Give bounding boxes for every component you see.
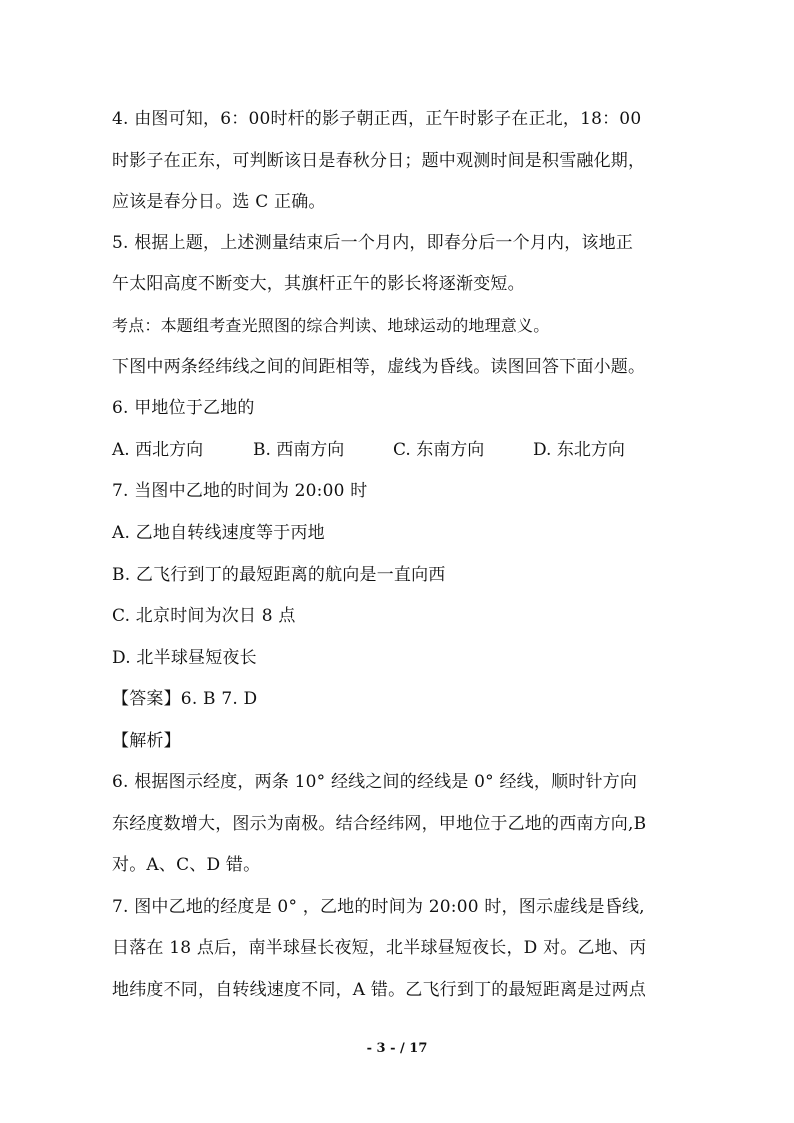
q6-option-b: B. 西南方向 bbox=[253, 440, 345, 460]
analysis-line-6: 地纬度不同，自转线速度不同，A 错。乙飞行到丁的最短距离是过两点 bbox=[112, 980, 647, 1000]
q6-option-c: C. 东南方向 bbox=[393, 440, 485, 460]
analysis-line-5: 日落在 18 点后，南半球昼长夜短，北半球昼短夜长，D 对。乙地、丙 bbox=[112, 938, 647, 958]
q7-option-a: A. 乙地自转线速度等于丙地 bbox=[112, 523, 325, 543]
q7-option-c: C. 北京时间为次日 8 点 bbox=[112, 606, 296, 626]
analysis-line-2: 东经度数增大，图示为南极。结合经纬网，甲地位于乙地的西南方向,B bbox=[112, 814, 647, 834]
q7-option-d: D. 北半球昼短夜长 bbox=[112, 648, 257, 668]
answer-line: 【答案】6. B 7. D bbox=[112, 689, 258, 709]
text-line-1: 4. 由图可知，6：00时杆的影子朝正西，正午时影子在正北，18：00 bbox=[112, 109, 642, 129]
text-line-2: 时影子在正东，可判断该日是春秋分日；题中观测时间是积雪融化期， bbox=[112, 151, 646, 171]
page-number: - 3 - / 17 bbox=[366, 1041, 428, 1056]
q7-option-b: B. 乙飞行到丁的最短距离的航向是一直向西 bbox=[112, 565, 446, 585]
analysis-title: 【解析】 bbox=[112, 731, 181, 751]
text-line-4: 5. 根据上题，上述测量结束后一个月内，即春分后一个月内，该地正 bbox=[112, 233, 634, 253]
text-line-5: 午太阳高度不断变大，其旗杆正午的影长将逐渐变短。 bbox=[112, 274, 525, 294]
text-line-kaodian: 考点：本题组考查光照图的综合判读、地球运动的地理意义。 bbox=[112, 316, 550, 335]
analysis-line-1: 6. 根据图示经度，两条 10° 经线之间的经线是 0° 经线，顺时针方向 bbox=[112, 772, 638, 792]
analysis-line-4: 7. 图中乙地的经度是 0° ，乙地的时间为 20:00 时，图示虚线是昏线, bbox=[112, 897, 645, 917]
analysis-line-3: 对。A、C、D 错。 bbox=[112, 855, 261, 875]
text-line-intro: 下图中两条经纬线之间的间距相等，虚线为昏线。读图回答下面小题。 bbox=[112, 357, 646, 377]
question-7-stem: 7. 当图中乙地的时间为 20:00 时 bbox=[112, 481, 368, 501]
question-6-stem: 6. 甲地位于乙地的 bbox=[112, 398, 255, 418]
text-line-3: 应该是春分日。选 C 正确。 bbox=[112, 192, 326, 212]
q6-option-a: A. 西北方向 bbox=[112, 440, 204, 460]
q6-option-d: D. 东北方向 bbox=[533, 440, 625, 460]
